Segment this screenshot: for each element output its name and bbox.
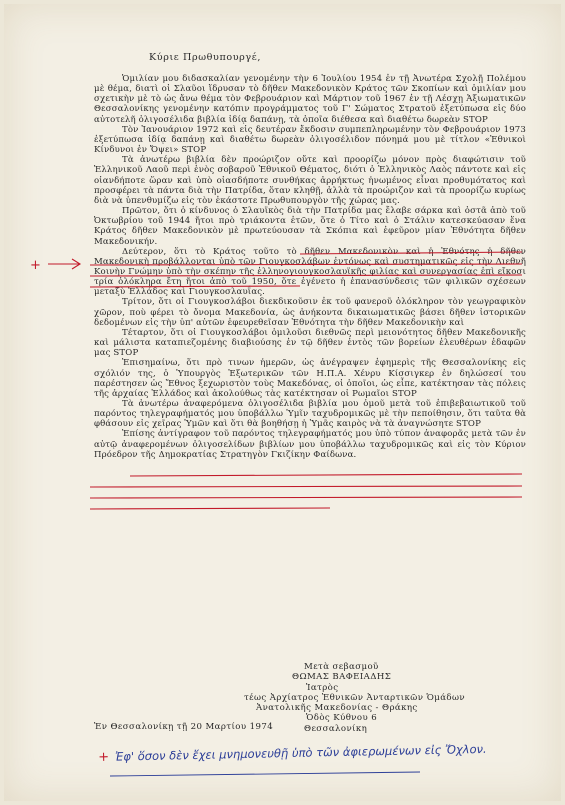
paragraph-4: Πρῶτον, ὅτι ὁ κίνδυνος ὁ Σλαυϊκὸς διὰ τὴν Πατρίδα μας ἔλαβε σάρκα καὶ ὀστᾶ ἀπὸ τοῦ Ὀκτωβρίου τοῦ 1944 ἤτοι πρὸ τριάκοντα ἐτῶν, ὅτε ὁ Τίτο καὶ ὁ Στάλιν κατεσκεύασαν ἕνα Κράτος δῆθεν Μακεδονικὸν μὲ πρωτεύουσαν τὰ Σκόπια καὶ ἐφεῦρον μίαν Ἐθνότητα δῆθεν Μακεδονικήν.: [94, 206, 526, 247]
handwritten-note: [98, 738, 528, 768]
paragraph-8: Ἐπισημαίνω, ὅτι πρὸ τινων ἡμερῶν, ὡς ἀνέγραψεν ἐφημερὶς τῆς Θεσσαλονίκης εἰς σχόλιόν της, ὁ Ὑπουργὸς Ἐξωτερικῶν τῶν Η.Π.Α. Χένρυ Κίσσιγκερ ἐν δηλώσεσί του παρέστησεν ὡς Ἔθνος ξεχωριστὸν τοὺς Μακεδόνας, οἱ ὁποῖοι, ὡς εἶπε, κατέκτησαν τὰς πόλεις τῆς ἀρχαίας Ἑλλάδος καὶ ἀκολούθως τὰς κατέκτησαν οἱ Ρωμαῖοι STOP: [94, 358, 526, 399]
paragraph-3: Τὰ ἀνωτέρω βιβλία δὲν προώριζον οὔτε καὶ προορίζω μόνον πρὸς διαφώτισιν τοῦ Ἑλληνικοῦ Λαοῦ περὶ ἑνὸς σοβαροῦ Ἐθνικοῦ Θέματος, διότι ὁ Ἑλληνικὸς Λαὸς πάντοτε καὶ εἰς οἱανδήποτε ὥραν καὶ ὑπὸ οἱασδήποτε συνθήκας ἀρρήκτως ἡνωμένος εἶναι προθυμότατος καὶ προσφέρει τὰ πάντα διὰ τὴν Πατρίδα, ὅταν κληθῇ, ἀλλὰ τὰ προώριζον καὶ τὰ προορίζω κυρίως διὰ νὰ ὑπενθυμίζω εἰς τὸν ἑκάστοτε Πρωθυπουργὸν τῆς χώρας μας.: [94, 155, 526, 206]
signer-name: ΘΩΜΑΣ ΒΑΦΕΙΑΔΗΣ: [292, 672, 392, 683]
signer-role-2: Ἀνατολικῆς Μακεδονίας - Θράκης: [256, 703, 418, 714]
paragraph-9: Τὰ ἀνωτέρω ἀναφερόμενα ὀλιγοσέλιδα βιβλία μου ὁμοῦ μετὰ τοῦ ἐπιβεβαιωτικοῦ τοῦ παρόντος τηλεγραφήματός μου ὑποβάλλω Ὑμῖν ταχυδρομικῶς μὲ τὴν πεποίθησιν, ὅτι ταῦτα θὰ φθάσουν εἰς χεῖρας Ὑμῶν καὶ ὅτι θὰ βοηθήσῃ ἡ Ὑμᾶς καιρὸς νὰ τὰ ἀναγνώσητε STOP: [94, 399, 526, 430]
signer-title: Ἰατρὸς: [306, 682, 339, 693]
document-page: [4, 4, 561, 801]
paragraph-1: Ὁμιλίαν μου διδασκαλίαν γενομένην τὴν 6 Ἰουλίου 1954 ἐν τῇ Ἀνωτέρα Σχολῇ Πολέμου μὲ θέμα, διατὶ οἱ Σλαῦοι ἵδρυσαν τὸ δῆθεν Μακεδονικὸν Κράτος τῶν Σκοπίων καὶ ὁμιλίαν μου σχετικὴν μὲ τὸ ὡς ἄνω θέμα τὸν Φεβρουάριον καὶ Μάρτιον τοῦ 1967 ἐν τῇ Λέσχῃ Ἀξιωματικῶν Θεσσαλονίκης γενομένην κατόπιν προγράμματος τοῦ Γ' Σώματος Στρατοῦ ἐξετύπωσα εἰς δύο αὐτοτελῆ ὀλιγοσέλιδα βιβλία ἰδίᾳ δαπάνῃ, τὰ ὁποῖα διέθεσα καὶ διαθέτω δωρεὰν STOP: [94, 74, 526, 125]
salutation: Κύριε Πρωθυπουργέ,: [149, 52, 261, 63]
paragraph-2: Τὸν Ἰανουάριον 1972 καὶ εἰς δευτέραν ἔκδοσιν συμπεπληρωμένην τὸν Φεβρουάριον 1973 ἐξετύπωσα ἰδίᾳ δαπάνῃ καὶ διαθέτω δωρεὰν ὀλιγοσέλιδον πόνημά μου μὲ τίτλον «Ἐθνικοὶ Κίνδυνοι ἐν Ὄψει» STOP: [94, 124, 526, 156]
handwritten-note-text: Ἐφ' ὅσον δὲν ἔχει μνημονευθῇ ὑπὸ τῶν ἀφιερωμένων εἰς Ὄχλον.: [114, 741, 487, 764]
signer-address: Ὁδὸς Κύθνου 6: [306, 713, 378, 724]
date-line: Ἐν Θεσσαλονίκῃ τῇ 20 Μαρτίου 1974: [94, 722, 274, 732]
signature-block: [244, 662, 534, 734]
margin-plus-mark: +: [30, 258, 41, 273]
signer-role-1: τέως Ἀρχίατρος Ἐθνικῶν Ἀνταρτικῶν Ὁμάδων: [244, 692, 466, 703]
paragraph-6: Τρίτον, ὅτι οἱ Γιουγκοσλάβοι διεκδικοῦσιν ἐκ τοῦ φανεροῦ ὁλόκληρον τὸν γεωγραφικὸν χῶρον, ποὺ φέρει τὸ ὄνομα Μακεδονία, ὡς ἀνήκοντα δικαιωματικῶς βάσει δῆθεν ἱστορικῶν δεδομένων εἰς τὴν ὑπ' αὐτῶν ἐφευρεθεῖσαν Ἐθνότητα τὴν δῆθεν Μακεδονικὴν καὶ: [94, 297, 526, 328]
paragraph-10: Ἐπίσης ἀντίγραφον τοῦ παρόντος τηλεγραφήματός μου ὑπὸ τύπον ἀναφορᾶς μετὰ τῶν ἐν αὐτῷ ἀναφερομένων ὀλιγοσελίδων βιβλίων μου ὑποβάλλω ταχυδρομικῶς καὶ εἰς τὸν Κύριον Πρόεδρον τῆς Δημοκρατίας Στρατηγὸν Γκιζίκην Φαίδωνα.: [94, 429, 526, 460]
paragraph-5: Δεύτερον, ὅτι τὸ Κράτος τοῦτο τὸ δῆθεν Μακεδονικὸν καὶ ἡ Ἐθνότης ἡ δῆθεν Μακεδονικὴ προβάλλονται ὑπὸ τῶν Γιουγκοσλάβων ἐντόνως καὶ συστηματικῶς εἰς τὴν Διεθνῆ Κοινὴν Γνώμην ὑπὸ τὴν σκέπην τῆς ἑλληνογιουγκοσλαυϊκῆς φιλίας καὶ συνεργασίας ἐπὶ εἴκοσι τρία ὁλόκληρα ἔτη ἤτοι ἀπὸ τοῦ 1950, ὅτε ἐγένετο ἡ ἐπανασύνδεσις τῶν φιλικῶν σχέσεων μεταξὺ Ἑλλάδος καὶ Γιουγκοσλαυΐας.: [94, 246, 526, 298]
signer-city: Θεσσαλονίκη: [304, 723, 368, 734]
paragraph-7: Τέταρτον, ὅτι οἱ Γιουγκοσλάβοι ὁμιλοῦσι διεθνῶς περὶ μειονότητος δῆθεν Μακεδονικῆς καὶ μάλιστα καταπιεζομένης διαβιούσης ἐν τῷ δῆθεν ἐντὸς τῶν βορείων ἐλευθέρων ἐδαφῶν μας STOP: [94, 327, 526, 359]
closing-courtesy: Μετὰ σεβασμοῦ: [304, 662, 379, 672]
handwritten-plus-mark: +: [98, 749, 110, 765]
letter-body: [94, 74, 526, 460]
